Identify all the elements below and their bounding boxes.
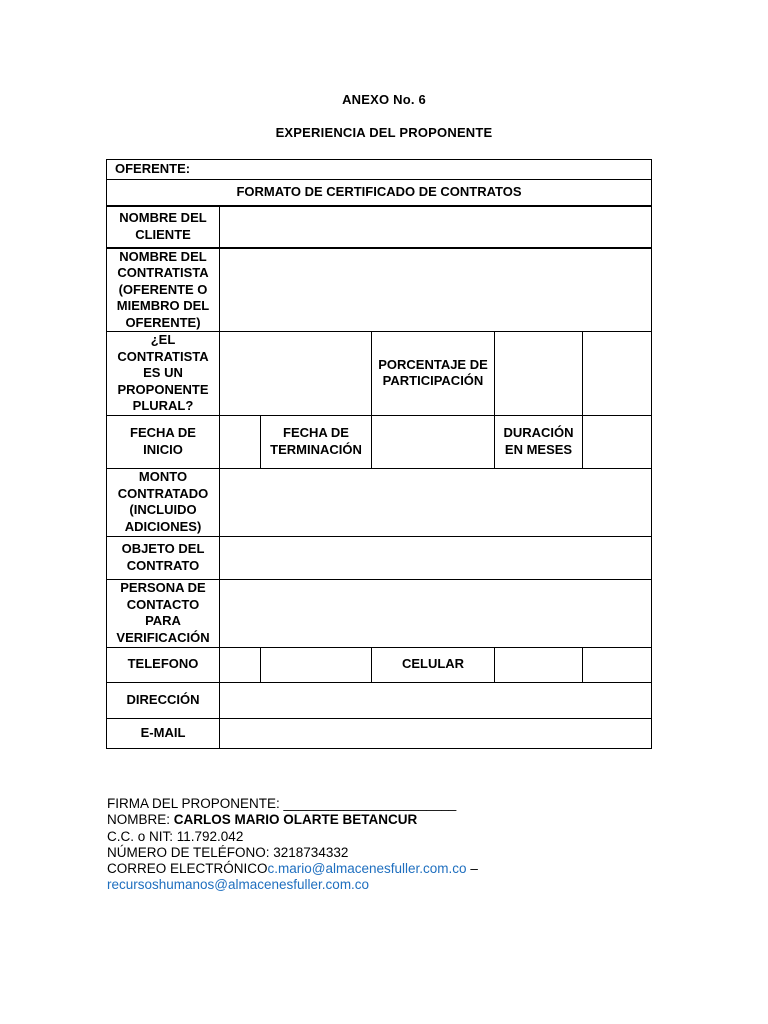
email-label: E-MAIL (107, 718, 220, 748)
oferente-cell (107, 160, 652, 180)
firma-line: FIRMA DEL PROPONENTE: _______________________ (107, 796, 457, 811)
telefono-field-1[interactable] (220, 647, 261, 682)
oferente-label: OFERENTE: (115, 161, 191, 177)
objeto-value-field[interactable] (220, 536, 652, 579)
email-separator: – (466, 861, 478, 877)
duracion-field[interactable] (583, 415, 652, 468)
porcentaje-value-field[interactable] (495, 332, 583, 416)
cliente-value-field[interactable] (220, 206, 652, 248)
telefono-field-2[interactable] (261, 647, 372, 682)
direccion-label: DIRECCIÓN (107, 682, 220, 718)
porcentaje-extra-field[interactable] (583, 332, 652, 416)
cc-line: C.C. o NIT: 11.792.042 (107, 828, 244, 844)
monto-label: MONTO CONTRATADO (INCLUIDO ADICIONES) (107, 468, 220, 536)
cliente-label: NOMBRE DEL CLIENTE (107, 206, 220, 248)
correo-label: CORREO ELECTRÓNICO (107, 861, 268, 877)
fecha-inicio-field[interactable] (220, 415, 261, 468)
duracion-label: DURACIÓN EN MESES (495, 415, 583, 468)
telefono-line: NÚMERO DE TELÉFONO: 3218734332 (107, 844, 349, 860)
email-link-2[interactable]: recursoshumanos@almacenesfuller.com.co (107, 877, 370, 893)
porcentaje-label: PORCENTAJE DE PARTICIPACIÓN (372, 332, 495, 416)
plural-label: ¿EL CONTRATISTA ES UN PROPONENTE PLURAL? (107, 332, 220, 416)
celular-field-2[interactable] (583, 647, 652, 682)
annex-title: ANEXO No. 6 (342, 92, 426, 107)
contract-certificate-form (106, 159, 652, 749)
email-field[interactable] (220, 718, 652, 748)
format-title: FORMATO DE CERTIFICADO DE CONTRATOS (107, 180, 652, 206)
monto-value-field[interactable] (220, 468, 652, 536)
correo-line (107, 861, 478, 877)
fecha-terminacion-label: FECHA DE TERMINACIÓN (261, 415, 372, 468)
celular-label: CELULAR (372, 647, 495, 682)
contratista-value-field[interactable] (220, 248, 652, 332)
direccion-field[interactable] (220, 682, 652, 718)
fecha-terminacion-field[interactable] (372, 415, 495, 468)
contratista-label: NOMBRE DEL CONTRATISTA (OFERENTE O MIEMBRO DEL OFERENTE) (107, 248, 220, 332)
email-link-1[interactable]: c.mario@almacenesfuller.com.co (267, 861, 467, 877)
persona-contacto-label: PERSONA DE CONTACTO PARA VERIFICACIÓN (107, 579, 220, 647)
nombre-line (107, 812, 478, 828)
objeto-label: OBJETO DEL CONTRATO (107, 536, 220, 579)
nombre-label: NOMBRE: (107, 812, 174, 828)
persona-contacto-field[interactable] (220, 579, 652, 647)
signature-block (107, 796, 478, 894)
celular-field-1[interactable] (495, 647, 583, 682)
section-subtitle: EXPERIENCIA DEL PROPONENTE (275, 125, 493, 140)
nombre-value: CARLOS MARIO OLARTE BETANCUR (173, 812, 418, 828)
correo-line-2 (107, 877, 478, 893)
telefono-label: TELEFONO (107, 647, 220, 682)
plural-value-field[interactable] (220, 332, 372, 416)
fecha-inicio-label: FECHA DE INICIO (107, 415, 220, 468)
